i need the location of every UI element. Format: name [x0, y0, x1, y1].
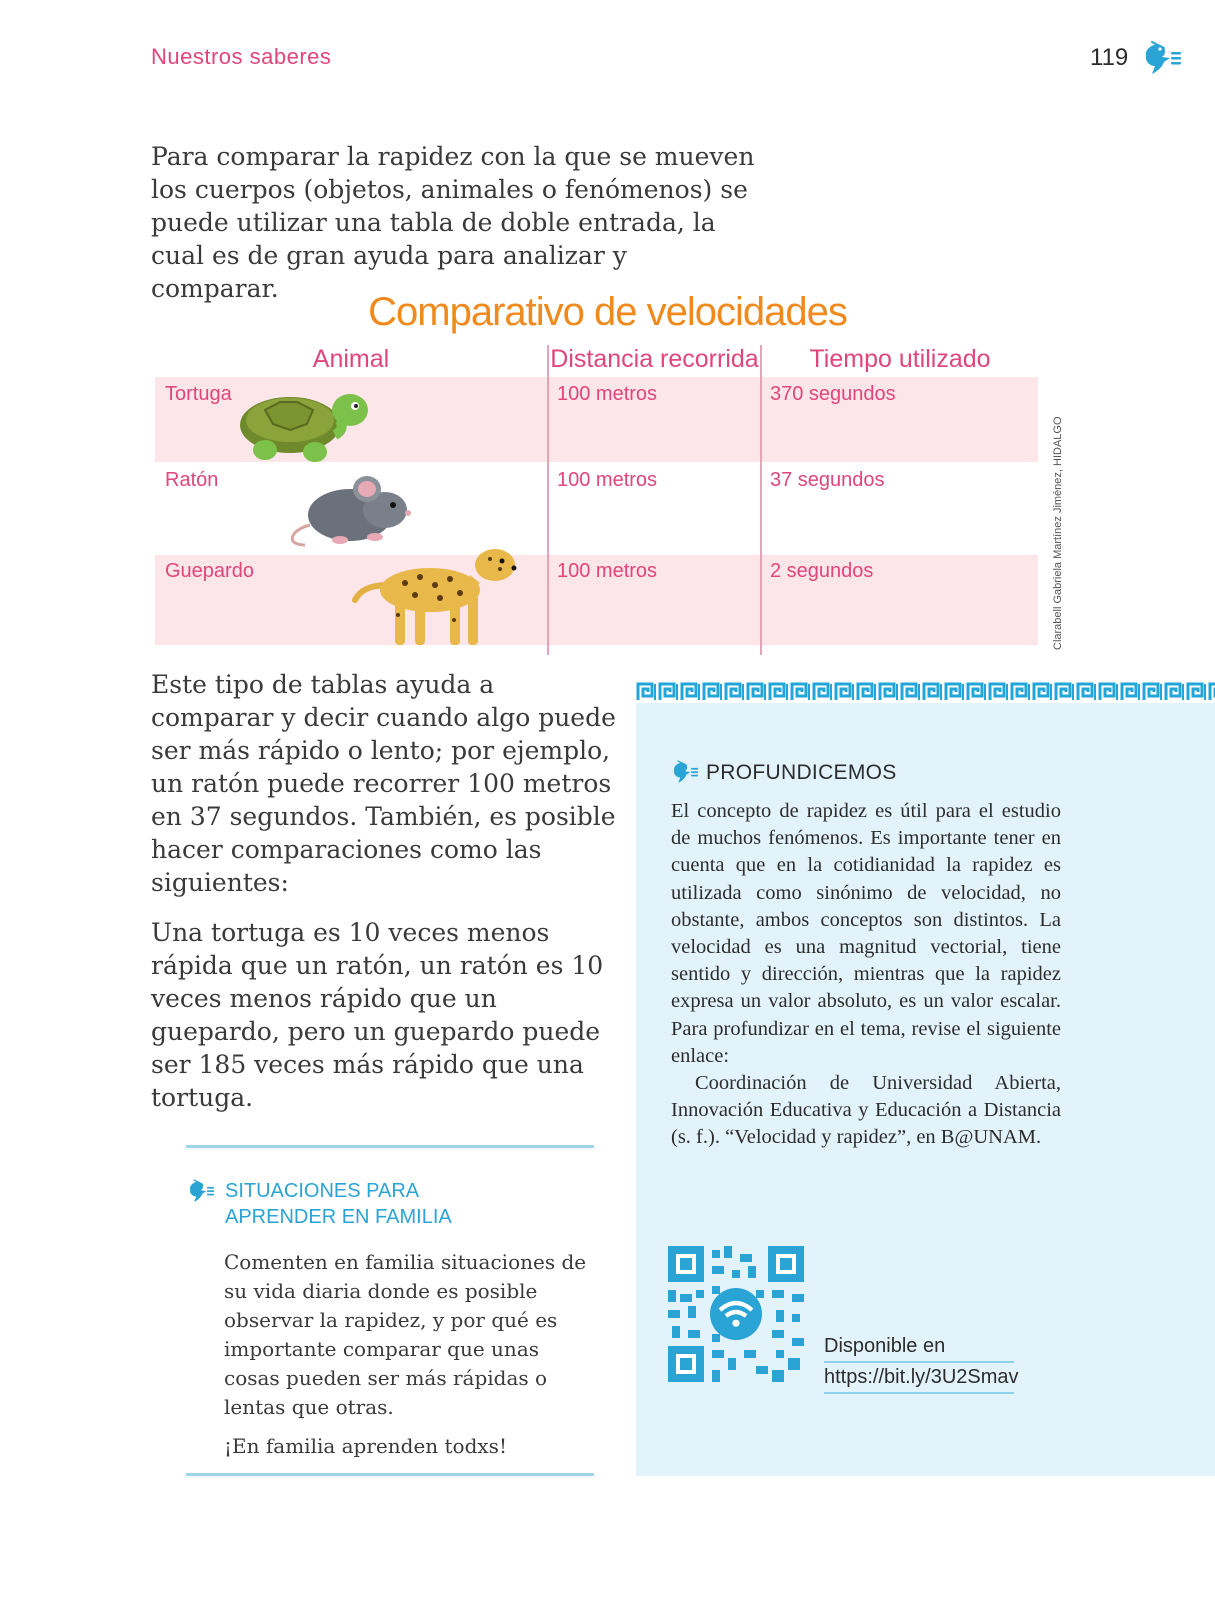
hummingbird-logo-icon [186, 1176, 216, 1206]
link-underline [824, 1392, 1014, 1394]
animal-name-raton: Ratón [165, 469, 219, 491]
distance-cell: 100 metros [557, 383, 658, 405]
family-box-closing: ¡En familia aprenden todxs! [224, 1434, 507, 1458]
family-box-bottom-rule [186, 1473, 594, 1476]
page-number: 119 [1090, 44, 1129, 71]
resource-link[interactable]: https://bit.ly/3U2Smav [824, 1366, 1019, 1388]
column-divider [547, 345, 549, 655]
table-title: Comparativo de velocidades [368, 290, 847, 334]
greca-border-pattern [636, 681, 1215, 703]
qr-code-wifi-icon[interactable] [668, 1246, 804, 1382]
column-divider [760, 345, 762, 655]
family-box-text: Comenten en familia situaciones de su vida diaria donde es posible observar la rapidez, y por qué es importante comparar que unas cosas pueden ser más rápidas o lentas que otras. [224, 1250, 587, 1419]
body-paragraph: Una tortuga es 10 veces menos rápida que un ratón, un ratón es 10 veces menos rápido que un guepardo, pero un guepardo puede ser 185 veces más rápido que una tortuga. [151, 918, 604, 1112]
available-label: Disponible en [824, 1335, 946, 1357]
body-paragraph: Este tipo de tablas ayuda a comparar y decir cuando algo puede ser más rápido o lento; por ejemplo, un ratón puede recorrer 100 metros en 37 segundos. También, es posible hacer comparaciones como las siguientes: [151, 670, 616, 897]
cheetah-illustration [350, 535, 530, 655]
distance-cell: 100 metros [557, 469, 658, 491]
family-box-top-rule [186, 1145, 594, 1148]
column-header-time: Tiempo utilizado [809, 345, 991, 373]
column-header-animal: Animal [312, 345, 390, 373]
profundicemos-text [671, 798, 1061, 1152]
illustration-credit: Clarabell Gabriela Martínez Jiménez, HIDALGO [1052, 416, 1064, 650]
section-title: Nuestros saberes [151, 44, 332, 69]
link-underline [824, 1361, 1014, 1363]
intro-paragraph: Para comparar la rapidez con la que se mueven los cuerpos (objetos, animales o fenómenos) se puede utilizar una tabla de doble entrada, la cual es de gran ayuda para analizar y comparar. [151, 142, 755, 303]
hummingbird-logo-icon [1140, 38, 1184, 78]
time-cell: 37 segundos [770, 469, 885, 491]
speed-comparison-table [155, 345, 1045, 655]
distance-cell: 100 metros [557, 560, 658, 582]
hummingbird-logo-icon [670, 757, 700, 787]
time-cell: 2 segundos [770, 560, 874, 582]
column-header-distance: Distancia recorrida [550, 345, 759, 373]
profundicemos-reference: Coordinación de Universidad Abierta, Innovación Educativa y Educación a Distancia (s. f.). “Velocidad y rapidez”, en B@UNAM. [671, 1072, 1061, 1149]
profundicemos-heading: PROFUNDICEMOS [706, 761, 897, 784]
turtle-illustration [235, 380, 375, 465]
family-box-heading: SITUACIONES PARA APRENDER EN FAMILIA [225, 1180, 452, 1228]
animal-name-tortuga: Tortuga [165, 383, 232, 405]
profundicemos-paragraph: El concepto de rapidez es útil para el estudio de muchos fenómenos. Es importante tener en cuenta que en la cotidianidad la rapidez es utilizada como sinónimo de velocidad, no obstante, ambos conceptos son distintos. La velocidad es una magnitud vectorial, tiene sentido y dirección, mientras que la rapidez expresa un valor absoluto, es un valor escalar. Para profundizar en el tema, revise el siguiente enlace: [671, 800, 1061, 1067]
animal-name-guepardo: Guepardo [165, 560, 254, 582]
time-cell: 370 segundos [770, 383, 896, 405]
